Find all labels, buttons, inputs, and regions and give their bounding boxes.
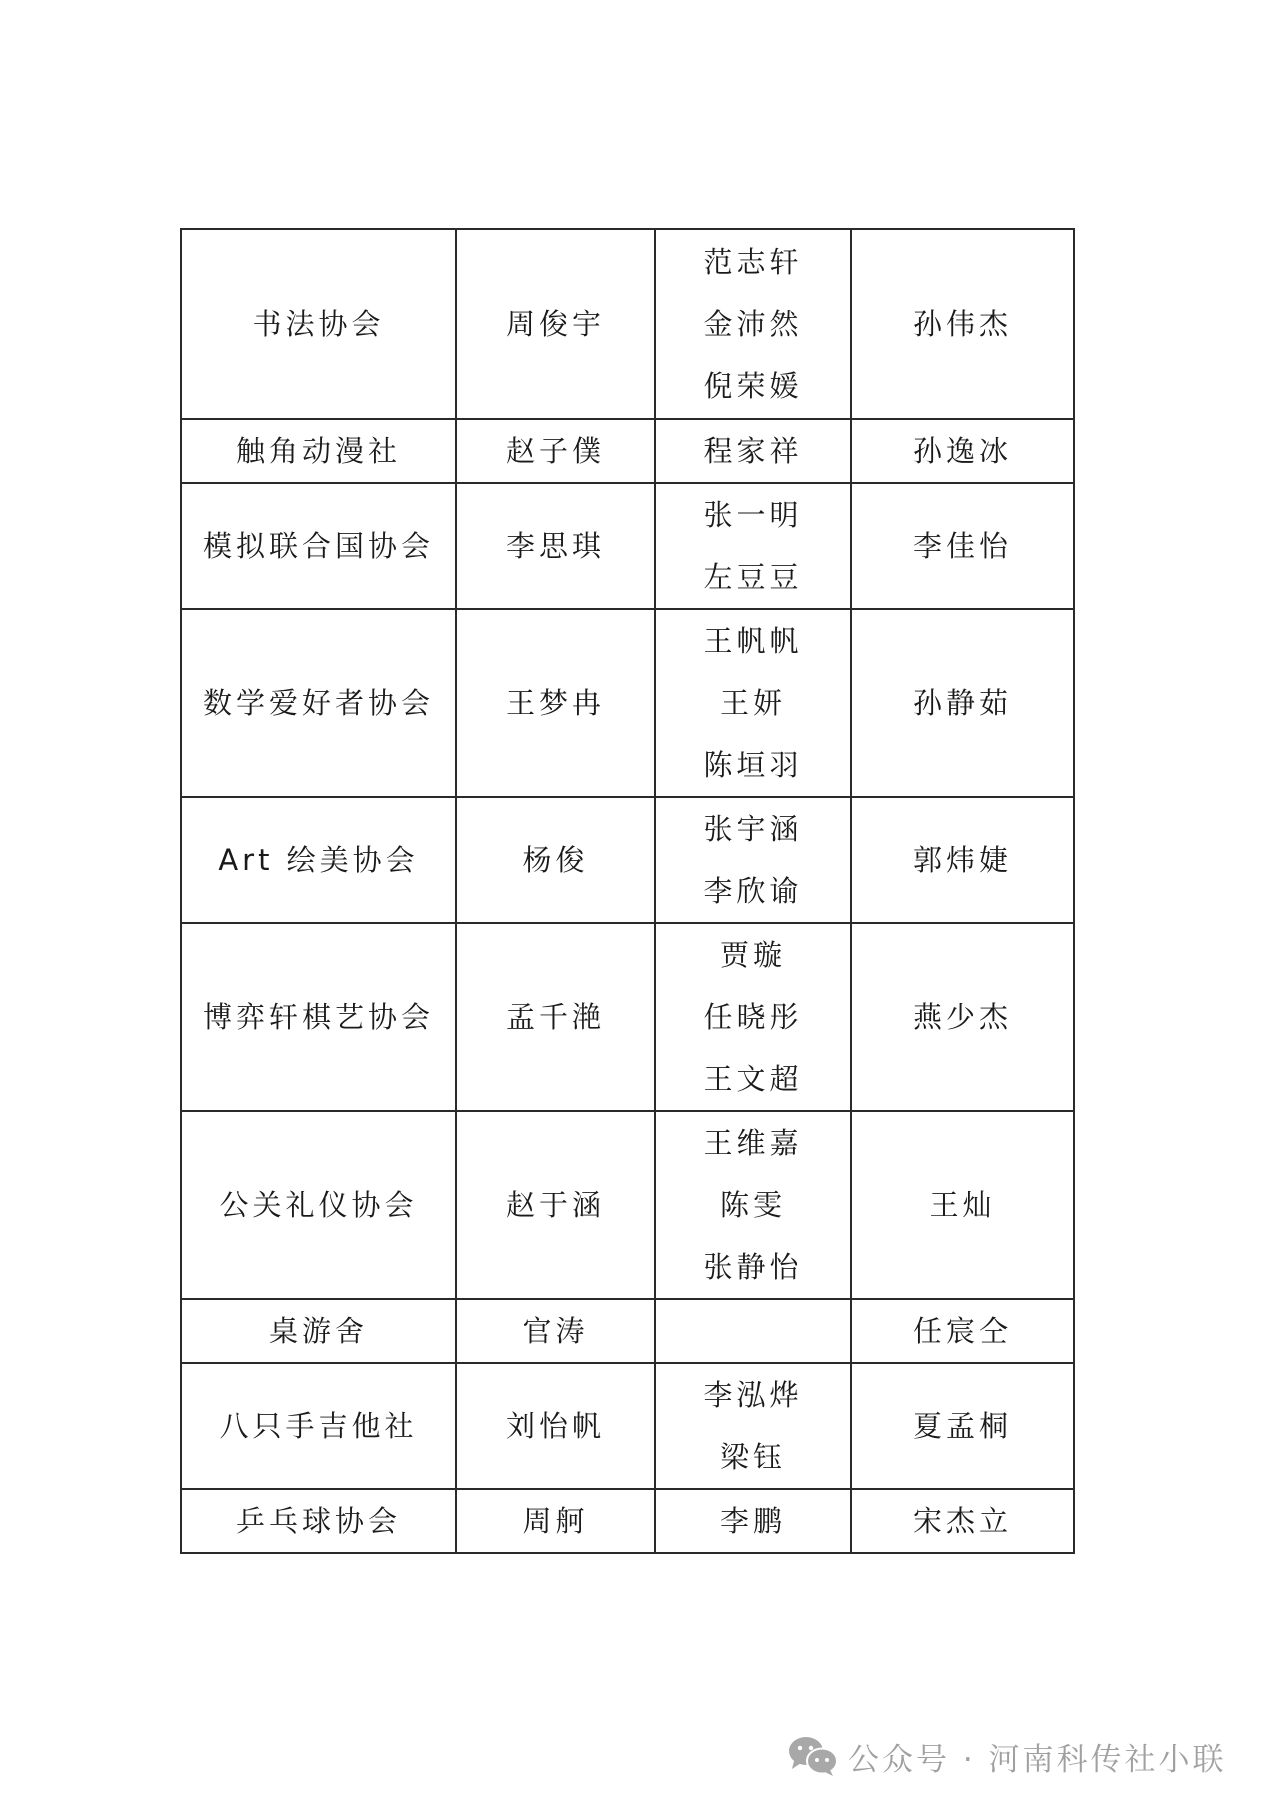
members-cell [655,483,851,609]
advisor-cell: 孙静茹 [851,609,1074,797]
member-name: 王文超 [703,1062,803,1096]
advisor-cell: 宋杰立 [851,1489,1074,1553]
club-name-cell: 桌游舍 [181,1299,456,1363]
members-cell [655,609,851,797]
advisor-cell: 任宸仝 [851,1299,1074,1363]
member-name: 金沛然 [703,307,803,341]
member-name: 贾璇 [719,938,786,972]
member-name: 范志轩 [703,245,803,279]
president-cell: 王梦冉 [456,609,655,797]
advisor-cell: 李佳怡 [851,483,1074,609]
member-name: 程家祥 [703,434,803,468]
wechat-icon [788,1736,838,1776]
president-cell: 官涛 [456,1299,655,1363]
watermark-text: 公众号 · 河南科传社小联 [848,1741,1227,1778]
president-cell: 李思琪 [456,483,655,609]
member-name: 张静怡 [703,1250,803,1284]
club-name-cell: 公关礼仪协会 [181,1111,456,1299]
table-row [181,797,1074,923]
member-name: 张宇涵 [703,812,803,846]
member-name: 王帆帆 [703,624,803,658]
table-row [181,1489,1074,1553]
club-roster-table [180,228,1075,1554]
table-row [181,229,1074,419]
club-name-cell: 八只手吉他社 [181,1363,456,1489]
advisor-cell: 王灿 [851,1111,1074,1299]
members-cell [655,797,851,923]
member-name: 陈雯 [719,1188,786,1222]
member-name: 李欣谕 [703,874,803,908]
member-name: 王妍 [719,686,786,720]
president-cell: 周俊宇 [456,229,655,419]
club-name-cell: 触角动漫社 [181,419,456,483]
president-cell: 杨俊 [456,797,655,923]
member-name: 李泓烨 [703,1378,803,1412]
member-name: 陈垣羽 [703,748,803,782]
club-name-cell: 博弈轩棋艺协会 [181,923,456,1111]
table-row [181,483,1074,609]
member-name: 李鹏 [719,1504,786,1538]
members-cell [655,923,851,1111]
club-name-cell: 数学爱好者协会 [181,609,456,797]
advisor-cell: 夏孟桐 [851,1363,1074,1489]
table-row [181,609,1074,797]
club-name-cell: 乒乓球协会 [181,1489,456,1553]
members-cell [655,1489,851,1553]
members-cell [655,1299,851,1363]
table-row [181,1111,1074,1299]
member-name: 倪荣媛 [703,369,803,403]
members-cell [655,1111,851,1299]
table-row [181,923,1074,1111]
members-cell [655,1363,851,1489]
advisor-cell: 孙逸冰 [851,419,1074,483]
members-cell [655,229,851,419]
table-row [181,419,1074,483]
watermark [788,1734,1227,1778]
president-cell: 赵子僕 [456,419,655,483]
advisor-cell: 郭炜婕 [851,797,1074,923]
president-cell: 周舸 [456,1489,655,1553]
advisor-cell: 孙伟杰 [851,229,1074,419]
president-cell: 刘怡帆 [456,1363,655,1489]
club-name-cell: 模拟联合国协会 [181,483,456,609]
members-cell [655,419,851,483]
advisor-cell: 燕少杰 [851,923,1074,1111]
president-cell: 赵于涵 [456,1111,655,1299]
table-row [181,1299,1074,1363]
member-name: 左豆豆 [703,560,803,594]
roster-body [181,229,1074,1553]
member-name: 梁钰 [719,1440,786,1474]
member-name: 王维嘉 [703,1126,803,1160]
club-name-cell: 书法协会 [181,229,456,419]
member-name: 任晓彤 [703,1000,803,1034]
member-name: 张一明 [703,498,803,532]
table-row [181,1363,1074,1489]
president-cell: 孟千滟 [456,923,655,1111]
club-name-cell: Art 绘美协会 [181,797,456,923]
